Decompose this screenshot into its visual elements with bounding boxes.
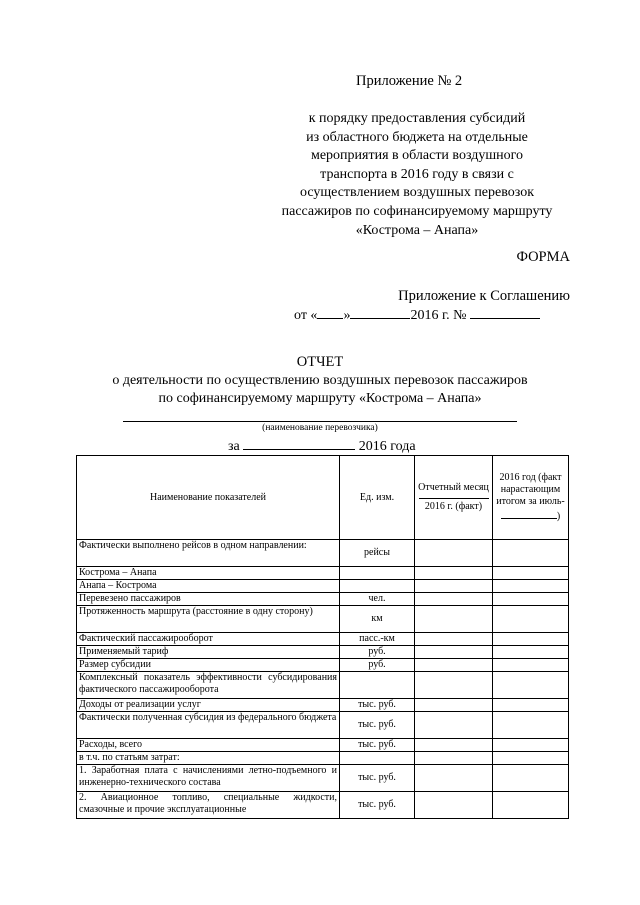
row-name: Фактически выполнено рейсов в одном направлении: xyxy=(77,540,340,567)
month-blank-line[interactable] xyxy=(501,508,557,519)
row-month-cell[interactable] xyxy=(415,633,493,646)
row-unit xyxy=(340,580,415,593)
row-month-cell[interactable] xyxy=(415,739,493,752)
row-month-cell[interactable] xyxy=(415,792,493,819)
row-month-cell[interactable] xyxy=(415,659,493,672)
row-unit: тыс. руб. xyxy=(340,712,415,739)
appendix-text xyxy=(262,110,572,240)
row-name: Комплексный показатель эффективности субсидирования фактического пассажирооборота xyxy=(77,672,340,699)
carrier-note: (наименование перевозчика) xyxy=(262,423,378,433)
header-month xyxy=(415,456,493,540)
row-name: Кострома – Анапа xyxy=(77,567,340,580)
row-name: 2. Авиационное топливо, специальные жидкости, смазочные и прочие эксплуатационные xyxy=(77,792,340,819)
agreement-mid: » xyxy=(343,308,351,323)
row-ytd-cell[interactable] xyxy=(493,567,569,580)
row-unit xyxy=(340,567,415,580)
row-ytd-cell[interactable] xyxy=(493,540,569,567)
row-name: Анапа – Кострома xyxy=(77,580,340,593)
row-name: в т.ч. по статьям затрат: xyxy=(77,752,340,765)
header-ytd-label: 2016 год (факт нарастающим итогом за июль- xyxy=(496,472,565,507)
appendix-line: из областного бюджета на отдельные xyxy=(306,129,528,145)
row-month-cell[interactable] xyxy=(415,752,493,765)
row-month-cell[interactable] xyxy=(415,567,493,580)
row-month-cell[interactable] xyxy=(415,580,493,593)
appendix-line: к порядку предоставления субсидий xyxy=(308,111,526,126)
table-row xyxy=(77,699,569,712)
period-blank[interactable] xyxy=(243,437,355,450)
table-row xyxy=(77,739,569,752)
row-ytd-cell[interactable] xyxy=(493,792,569,819)
report-subtitle-line: о деятельности по осуществлению воздушных перевозок пассажиров xyxy=(112,373,528,388)
report-subtitle xyxy=(80,372,560,408)
table-row xyxy=(77,580,569,593)
header-unit: Ед. изм. xyxy=(340,456,415,540)
day-blank[interactable] xyxy=(317,306,343,319)
row-unit xyxy=(340,672,415,699)
appendix-line: осуществлением воздушных перевозок xyxy=(299,185,534,201)
table-row xyxy=(77,567,569,580)
table-row xyxy=(77,606,569,633)
row-name: Фактический пассажирооборот xyxy=(77,633,340,646)
row-name: Применяемый тариф xyxy=(77,646,340,659)
row-ytd-cell[interactable] xyxy=(493,739,569,752)
row-month-cell[interactable] xyxy=(415,712,493,739)
row-unit: тыс. руб. xyxy=(340,699,415,712)
row-month-cell[interactable] xyxy=(415,540,493,567)
table-row xyxy=(77,540,569,567)
month-blank[interactable] xyxy=(350,306,410,319)
appendix-line: пассажиров по софинансируемому маршруту xyxy=(281,203,553,219)
row-unit: тыс. руб. xyxy=(340,792,415,819)
row-ytd-cell[interactable] xyxy=(493,580,569,593)
period-year: 2016 года xyxy=(358,439,416,454)
table-row xyxy=(77,633,569,646)
row-month-cell[interactable] xyxy=(415,646,493,659)
agreement-year: 2016 г. № xyxy=(410,308,467,323)
report-title: ОТЧЕТ xyxy=(296,354,344,370)
agreement-title: Приложение к Соглашению xyxy=(398,288,570,304)
row-name: Доходы от реализации услуг xyxy=(77,699,340,712)
row-month-cell[interactable] xyxy=(415,606,493,633)
row-month-cell[interactable] xyxy=(415,765,493,792)
row-ytd-cell[interactable] xyxy=(493,606,569,633)
carrier-name-blank[interactable] xyxy=(123,421,517,422)
header-name: Наименование показателей xyxy=(77,456,340,540)
row-ytd-cell[interactable] xyxy=(493,699,569,712)
table-row xyxy=(77,765,569,792)
appendix-line: транспорта в 2016 году в связи с xyxy=(320,166,514,182)
row-unit: рейсы xyxy=(340,540,415,567)
table-row xyxy=(77,593,569,606)
row-unit: руб. xyxy=(340,646,415,659)
header-ytd xyxy=(493,456,569,540)
period-prefix: за xyxy=(228,439,240,454)
row-name: Размер субсидии xyxy=(77,659,340,672)
row-month-cell[interactable] xyxy=(415,593,493,606)
row-unit: тыс. руб. xyxy=(340,765,415,792)
header-ytd-close: ) xyxy=(556,511,561,522)
row-name: Перевезено пассажиров xyxy=(77,593,340,606)
header-month-label: Отчетный месяц xyxy=(418,482,489,493)
table-row xyxy=(77,712,569,739)
table-row xyxy=(77,646,569,659)
row-month-cell[interactable] xyxy=(415,699,493,712)
row-unit: тыс. руб. xyxy=(340,739,415,752)
row-unit: руб. xyxy=(340,659,415,672)
table-row xyxy=(77,659,569,672)
row-name: Фактически полученная субсидия из федерального бюджета xyxy=(77,712,340,739)
appendix-line: «Кострома – Анапа» xyxy=(355,222,479,238)
row-ytd-cell[interactable] xyxy=(493,646,569,659)
number-blank[interactable] xyxy=(470,306,540,319)
row-month-cell[interactable] xyxy=(415,672,493,699)
row-unit: км xyxy=(340,606,415,633)
header-ytd-close-line xyxy=(495,508,566,523)
header-month-sub: 2016 г. (факт) xyxy=(424,501,483,512)
agreement-from: от « xyxy=(294,308,318,323)
row-ytd-cell[interactable] xyxy=(493,752,569,765)
report-table xyxy=(76,455,569,819)
table-row xyxy=(77,792,569,819)
row-unit: чел. xyxy=(340,593,415,606)
table-row xyxy=(77,672,569,699)
table-header-row xyxy=(77,456,569,540)
row-name: 1. Заработная плата с начислениями летно-подъемного и инженерно-технического состава xyxy=(77,765,340,792)
period-line xyxy=(228,437,416,455)
agreement-number-line xyxy=(294,306,540,324)
row-ytd-cell[interactable] xyxy=(493,765,569,792)
appendix-title: Приложение № 2 xyxy=(356,73,463,89)
row-ytd-cell[interactable] xyxy=(493,672,569,699)
form-label: ФОРМА xyxy=(516,249,570,265)
row-name: Протяженность маршрута (расстояние в одну сторону) xyxy=(77,606,340,633)
row-name: Расходы, всего xyxy=(77,739,340,752)
row-unit: пасс.-км xyxy=(340,633,415,646)
row-ytd-cell[interactable] xyxy=(493,633,569,646)
row-unit xyxy=(340,752,415,765)
row-ytd-cell[interactable] xyxy=(493,659,569,672)
row-ytd-cell[interactable] xyxy=(493,593,569,606)
appendix-line: мероприятия в области воздушного xyxy=(310,148,524,164)
report-subtitle-line: по софинансируемому маршруту «Кострома – Анапа» xyxy=(158,391,482,406)
header-separator xyxy=(419,498,489,499)
row-ytd-cell[interactable] xyxy=(493,712,569,739)
table-row xyxy=(77,752,569,765)
